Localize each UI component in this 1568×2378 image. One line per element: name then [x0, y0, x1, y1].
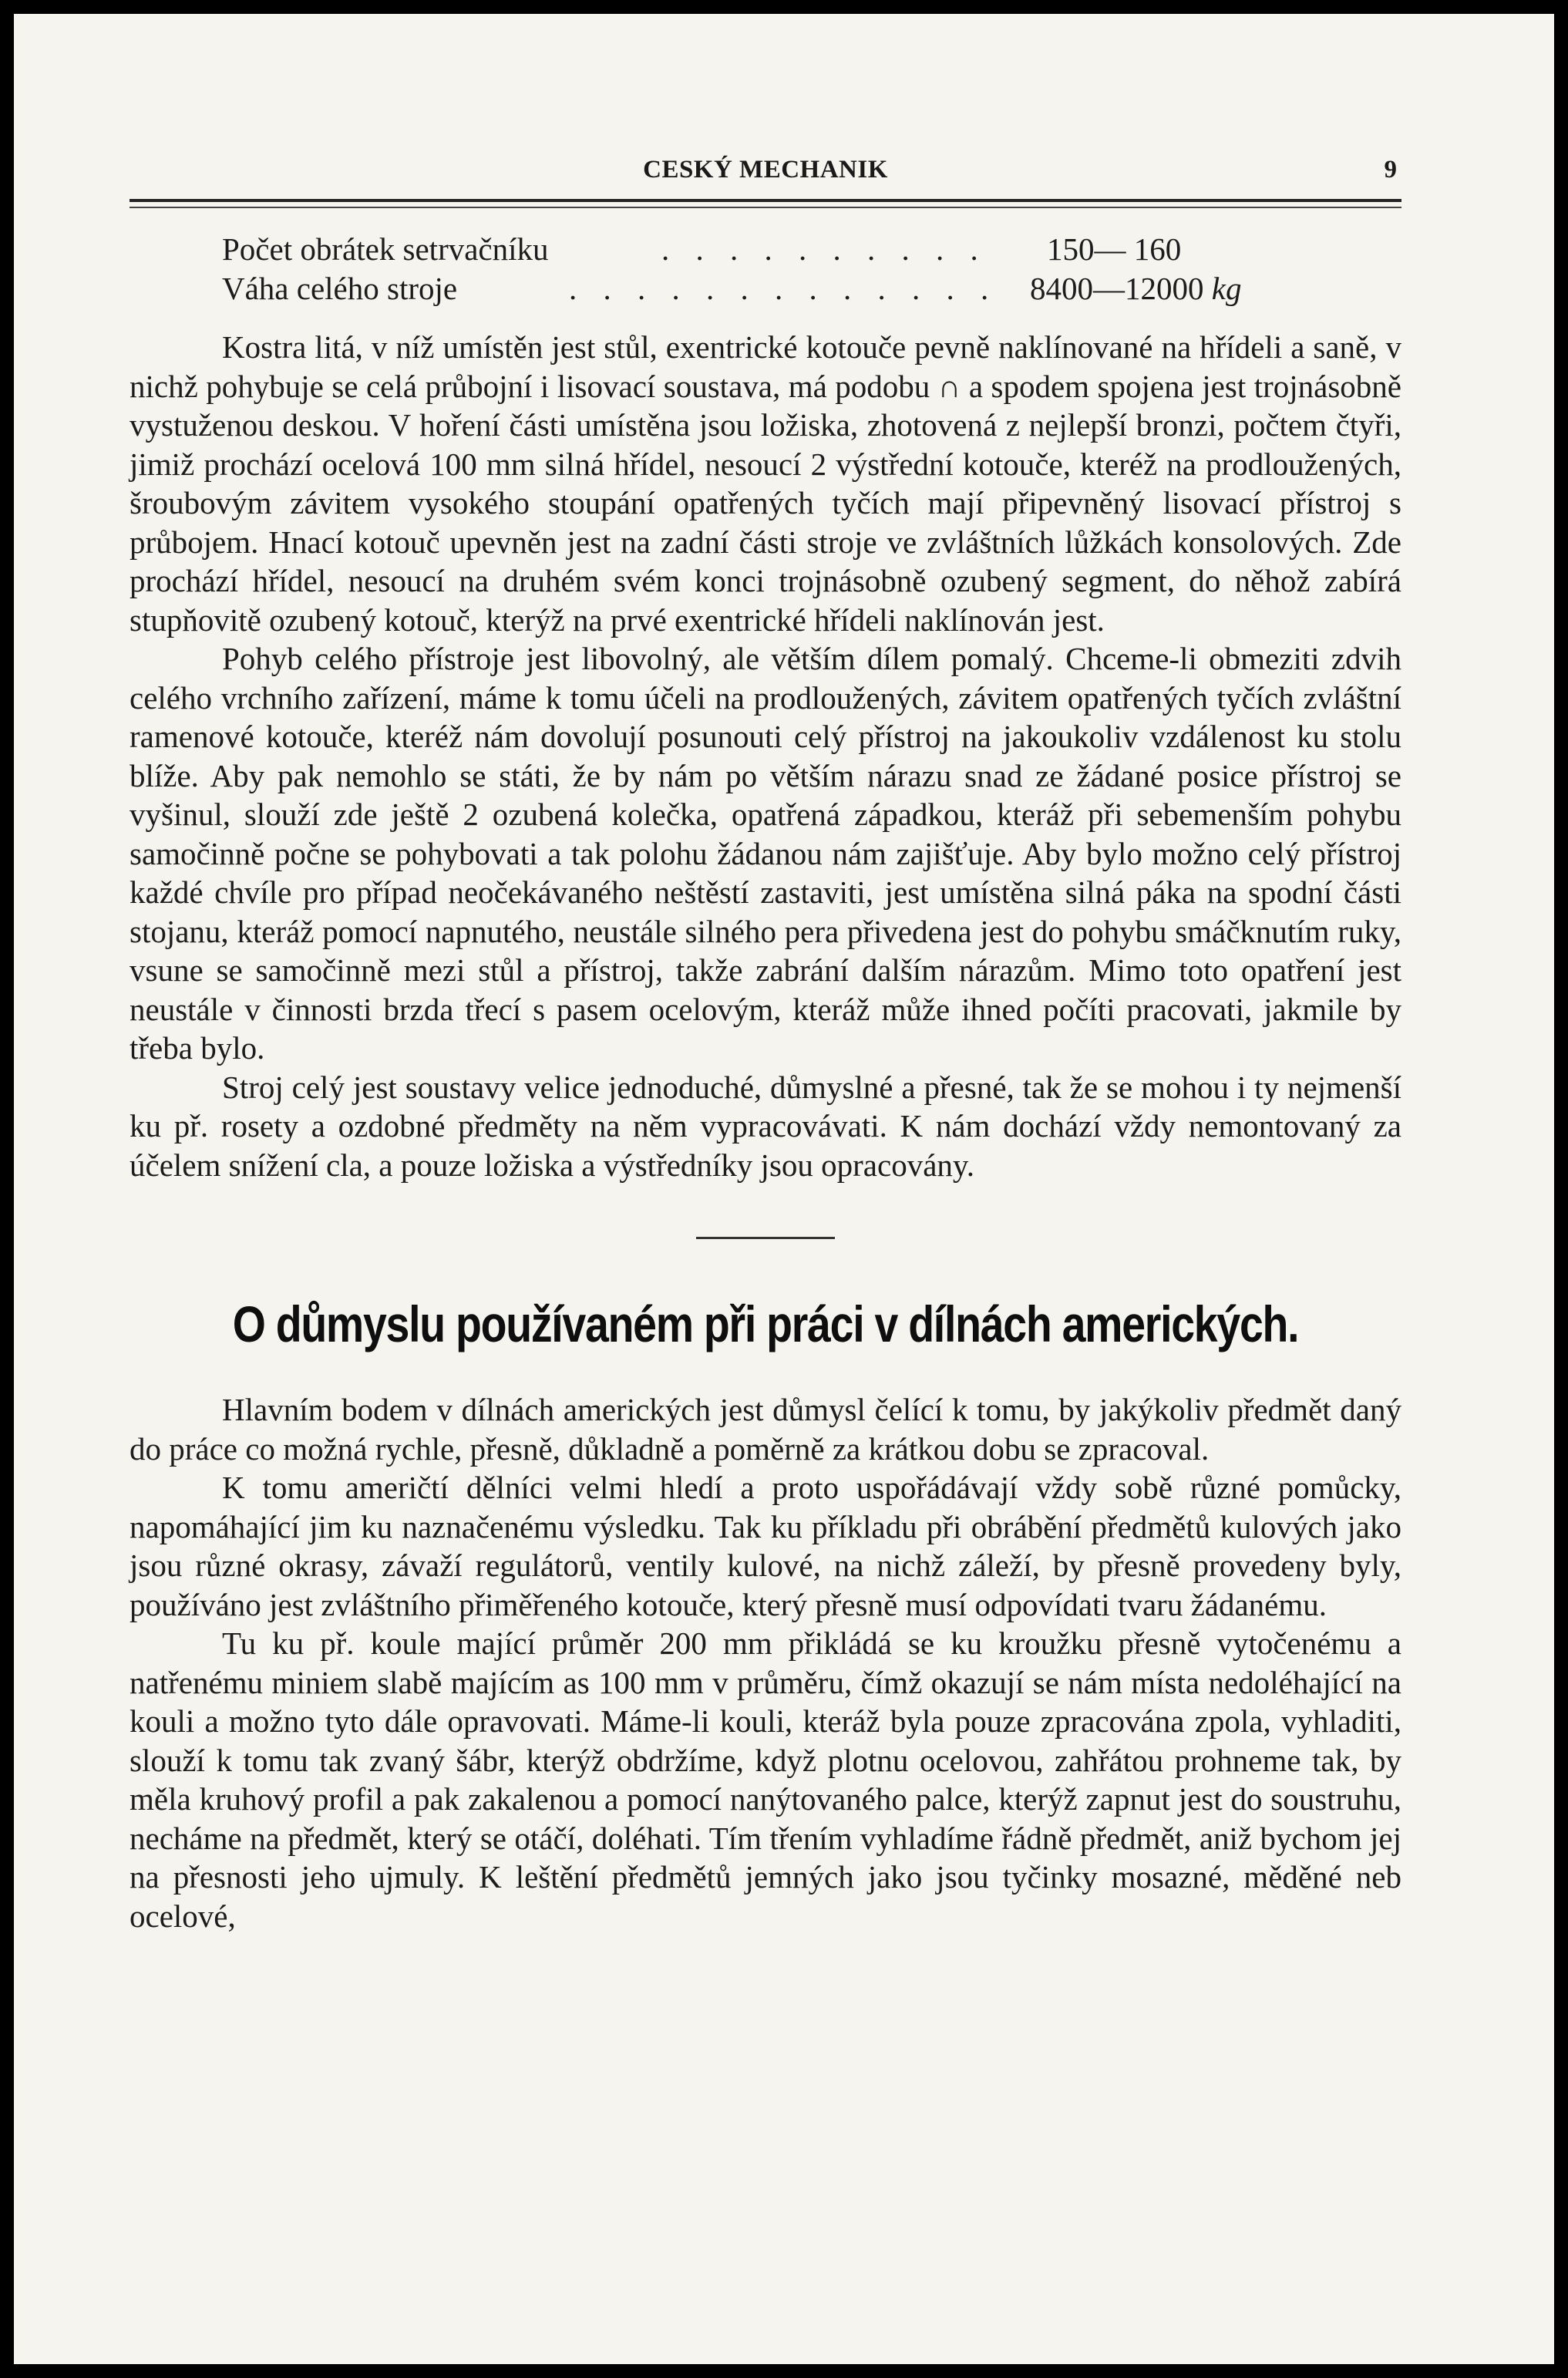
page-content — [130, 230, 1401, 1935]
paragraph: Pohyb celého přístroje jest libovolný, ale větším dílem pomalý. Chceme-li obmeziti zdvih celého vrchního zařízení, máme k tomu účeli na prodloužených, závitem opatřených tyčích zvláštní ramenové kotouče, kteréž nám dovolují posunouti celý přístroj na jakoukoliv vzdálenost ku stolu blíže. Aby pak nemohlo se státi, že by nám po větším nárazu snad ze žádané posice přístroj se vyšinul, slouží zde ještě 2 ozubená kolečka, opatřená západkou, kteráž při sebemenším pohybu samočinně počne se pohybovati a tak polohu žádanou nám zajišťuje. Aby bylo možno celý přístroj každé chvíle pro případ neočekávaného neštěstí zastaviti, jest umístěna silná páka na spodní části stojanu, kteráž pomocí napnutého, neustále silného pera přivedena jest do pohybu smáčknutím ruky, vsune se samočinně mezi stůl a přístroj, takže zabrání dalším nárazům. Mimo toto opatření jest neustále v činnosti brzda třecí s pasem ocelovým, kteráž může ihned počíti pracovati, jakmile by třeba bylo. — [130, 641, 1401, 1066]
spec-label: Váha celého stroje — [222, 270, 458, 306]
spec-leader-dots: . . . . . . . . . . . . . — [569, 270, 998, 306]
spec-row — [130, 269, 1401, 308]
spec-number: 8400—12000 — [1030, 270, 1204, 306]
journal-title: CESKÝ MECHANIK — [643, 156, 888, 184]
section-separator — [696, 1237, 835, 1239]
section-heading: O důmyslu používaném při práci v dílnách amerických. — [232, 1295, 1299, 1352]
paragraph: Stroj celý jest soustavy velice jednoduché, důmyslné a přesné, tak že se mohou i ty nejmenší ku př. rosety a ozdobné předměty na něm vypracovávati. K nám dochází vždy nemontovaný za účelem snížení cla, a pouze ložiska a výstředníky jsou opracovány. — [130, 1069, 1401, 1183]
document-page — [14, 14, 1554, 2364]
spec-row — [130, 230, 1401, 269]
paragraph: Tu ku př. koule mající průměr 200 mm přikládá se ku kroužku přesně vytočenému a natřenému miniem slabě majícím as 100 mm v průměru, čímž okazují se nám místa nedoléhající na kouli a možno tyto dále opravovati. Máme-li kouli, kteráž byla pouze zpracována zpola, vyhladiti, slouží k tomu tak zvaný šábr, kterýž obdržíme, když plotnu ocelovou, zahřátou prohneme tak, by měla kruhový profil a pak zakalenou a pomocí nanýtovaného palce, kterýž zapnut jest do soustruhu, necháme na předmět, který se otáčí, doléhati. Tím třením vyhladíme řádně předmět, aniž bychom jej na přesnosti jeho ujmuly. K leštění předmětů jemných jako jsou tyčinky mosazné, měděné neb ocelové, — [130, 1625, 1401, 1934]
running-header — [130, 156, 1401, 193]
paragraph: Kostra litá, v níž umístěn jest stůl, exentrické kotouče pevně naklínované na hřídeli a saně, v nichž pohybuje se celá průbojní i lisovací soustava, má podobu ∩ a spodem spojena jest trojnásobně vystuženou deskou. V hoření části umístěna jsou ložiska, zhotovená z nejlepší bronzi, počtem čtyři, jimiž prochází ocelová 100 mm silná hřídel, nesoucí 2 výstřední kotouče, kteréž na prodloužených, šroubovým závitem vysokého stoupání opatřených tyčích mají připevněný lisovací přístroj s průbojem. Hnací kotouč upevněn jest na zadní části stroje ve zvláštních lůžkách konsolových. Zde prochází hřídel, nesoucí na druhém svém konci trojnásobně ozubený segment, do něhož zabírá stupňovitě ozubený kotouč, kterýž na prvé exentrické hřídeli naklínován jest. — [130, 329, 1401, 638]
header-rule-thin — [130, 207, 1401, 208]
page-number: 9 — [1384, 156, 1397, 184]
spec-unit: kg — [1211, 270, 1242, 306]
spec-number: 150— 160 — [1047, 231, 1182, 267]
paragraph: K tomu američtí dělníci velmi hledí a proto uspořádávají vždy sobě různé pomůcky, napomáhající jim ku naznačenému výsledku. Tak ku příkladu při obrábění předmětů kulových jako jsou různé okrasy, závaží regulátorů, ventily kulové, na nichž záleží, by přesně provedeny byly, používáno jest zvláštního přiměřeného kotouče, který přesně musí odpovídati tvaru žádanému. — [130, 1470, 1401, 1622]
spec-leader-dots: . . . . . . . . . . — [661, 231, 988, 267]
spec-value — [1047, 230, 1181, 269]
spec-label: Počet obrátek setrvačníku — [222, 231, 549, 267]
spec-value — [1030, 269, 1241, 308]
header-rule-thick — [130, 199, 1401, 202]
paragraph: Hlavním bodem v dílnách amerických jest důmysl čelící k tomu, by jakýkoliv předmět daný do práce co možná rychle, přesně, důkladně a poměrně za krátkou dobu se zpracoval. — [130, 1392, 1401, 1467]
